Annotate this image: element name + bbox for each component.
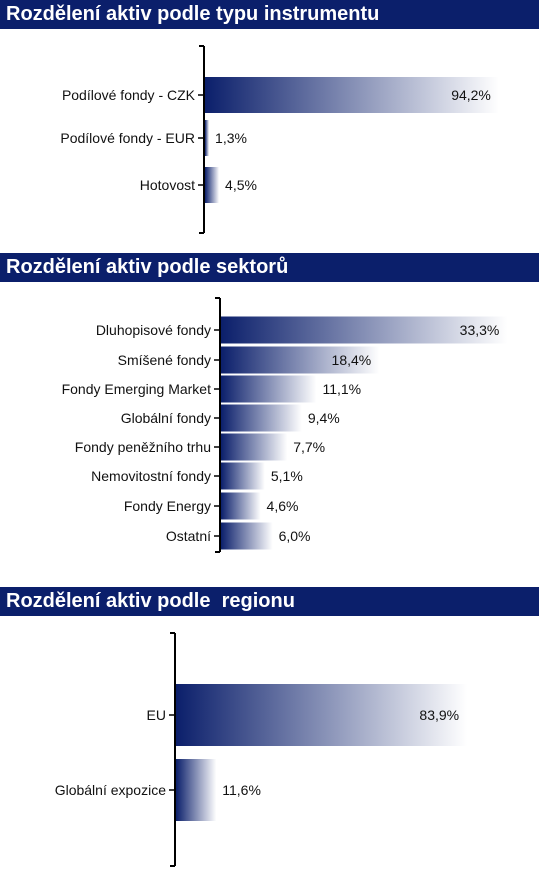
category-label: Smíšené fondy (117, 352, 211, 368)
category-label: Hotovost (139, 177, 195, 193)
category-label: Dluhopisové fondy (95, 322, 211, 338)
bar (176, 759, 216, 821)
category-label: Globální fondy (120, 410, 211, 426)
bar (221, 523, 273, 550)
bar (221, 434, 287, 461)
bar (221, 405, 302, 432)
value-label: 11,6% (222, 782, 261, 798)
value-label: 94,2% (451, 87, 491, 103)
section-title-sector: Rozdělení aktiv podle sektorů (0, 253, 539, 282)
category-label: Fondy Emerging Market (61, 381, 211, 397)
value-label: 5,1% (270, 468, 303, 484)
bar (205, 167, 219, 203)
value-label: 9,4% (307, 410, 340, 426)
value-label: 33,3% (459, 322, 500, 338)
bar (221, 493, 261, 520)
category-label: Nemovitostní fondy (91, 468, 211, 484)
section-title-region: Rozdělení aktiv podle regionu (0, 587, 539, 616)
category-label: EU (146, 707, 166, 723)
value-label: 11,1% (322, 381, 362, 397)
value-label: 4,5% (225, 177, 257, 193)
category-label: Ostatní (165, 528, 211, 544)
value-label: 7,7% (293, 439, 326, 455)
chart-region (0, 625, 539, 870)
category-label: Globální expozice (54, 782, 166, 798)
bar (221, 463, 265, 490)
section-title-instrument: Rozdělení aktiv podle typu instrumentu (0, 0, 539, 29)
category-label: Fondy peněžního trhu (74, 439, 211, 455)
value-label: 4,6% (266, 498, 299, 514)
category-label: Podílové fondy - EUR (60, 130, 195, 146)
value-label: 83,9% (419, 707, 460, 723)
bar (221, 376, 316, 403)
value-label: 6,0% (278, 528, 311, 544)
category-label: Podílové fondy - CZK (61, 87, 195, 103)
chart-sector (0, 290, 539, 555)
value-label: 1,3% (215, 130, 247, 146)
chart-instrument-type (0, 36, 539, 246)
category-label: Fondy Energy (123, 498, 211, 514)
bar (205, 120, 209, 156)
value-label: 18,4% (331, 352, 372, 368)
